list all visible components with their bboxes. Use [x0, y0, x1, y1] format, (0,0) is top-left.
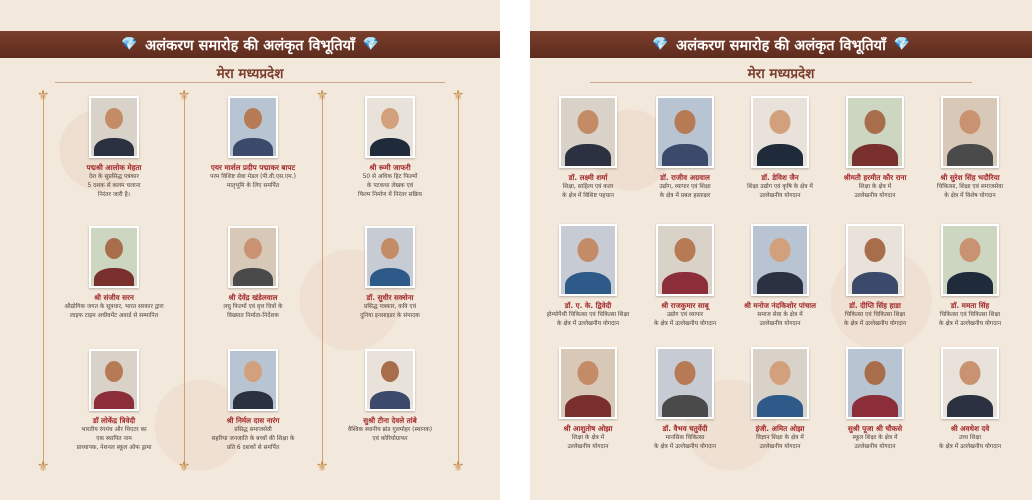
honoree-photo [656, 224, 714, 296]
honoree-name: श्री निर्मल दास नारंग [226, 416, 280, 425]
honoree-card [183, 349, 323, 453]
left-banner-title: अलंकरण समारोह की अलंकृत विभूतियाँ [145, 37, 355, 54]
honoree-name: श्री संजीव सरन [94, 293, 134, 302]
fleur-ornament-icon: ⚜ [315, 88, 329, 104]
honoree-card [44, 349, 184, 453]
subtitle-divider [590, 82, 972, 83]
honoree-description: लाइफ टाइम अचीवमेंट अवार्ड से सम्मानित [69, 312, 159, 319]
honoree-photo [559, 224, 617, 296]
honoree-description: चिकित्सा एवं चिकित्सा शिक्षा [939, 312, 1001, 318]
honoree-card [44, 226, 184, 321]
honoree-card [320, 96, 460, 200]
honoree-photo [89, 349, 139, 411]
honoree-description: 50 से अधिक हिट फिल्मों [362, 174, 418, 180]
honoree-description: वैश्विक स्थानीय ब्रांड गुलमोहर (स्थानक) [347, 427, 433, 433]
honoree-description: प्राध्यापक, नेशनल स्कूल ऑफ ड्रामा [76, 444, 152, 451]
honoree-description: शिक्षा, साहित्य एवं कला [562, 184, 614, 190]
honoree-photo [559, 96, 617, 168]
honoree-photo [846, 96, 904, 168]
subtitle-divider [55, 82, 445, 83]
honoree-description: होम्योपैथी चिकित्सा एवं चिकित्सा शिक्षा [546, 312, 630, 318]
fleur-ornament-icon: ⚜ [36, 459, 50, 475]
honoree-description: के क्षेत्र में उल्लेखनीय योगदान [653, 320, 717, 327]
honoree-name: श्री राजकुमार साबू [661, 301, 709, 310]
honoree-description: मातृभूमि के लिए समर्पित [226, 182, 280, 189]
honoree-photo [89, 226, 139, 288]
right-banner [530, 31, 1032, 58]
diamond-icon: 💎 [893, 37, 911, 52]
honoree-photo [228, 96, 278, 158]
honoree-name: डॉ. वैभव चतुर्वेदी [662, 424, 708, 433]
honoree-description: समाज सेवा के क्षेत्र में [757, 312, 803, 318]
honoree-description: उल्लेखनीय योगदान [759, 192, 801, 199]
honoree-name: एयर मार्शल प्रदीप पद्माकर बापट [210, 163, 296, 172]
honoree-card [900, 347, 1032, 452]
honoree-description: फिल्म निर्माण में निरंतर सक्रिय [358, 191, 422, 198]
honoree-photo [656, 347, 714, 419]
honoree-card [900, 96, 1032, 201]
honoree-name: श्री देवेंद्र खंडेलवाल [228, 293, 278, 302]
honoree-photo [559, 347, 617, 419]
honoree-card [900, 224, 1032, 329]
honoree-photo [228, 349, 278, 411]
honoree-description: विख्यात निर्माता-निर्देशक [227, 312, 279, 319]
honoree-card [320, 349, 460, 444]
honoree-description: दुनिया इनसाइडर के संपादक [360, 312, 420, 319]
honoree-description: उद्योग, व्यापार एवं शिक्षा [659, 184, 711, 190]
honoree-name: पद्मश्री आलोक मेहता [86, 163, 142, 172]
honoree-description: के क्षेत्र में उल्लेखनीय योगदान [938, 443, 1002, 450]
honoree-photo [89, 96, 139, 158]
honoree-description: देश के सुप्रसिद्ध पत्रकार [89, 174, 139, 180]
honoree-name: डॉ. लक्ष्मी शर्मा [568, 173, 608, 182]
honoree-photo [941, 347, 999, 419]
honoree-name: इंजी. अमित ओझा [755, 424, 805, 433]
honoree-photo [365, 96, 415, 158]
honoree-photo [228, 226, 278, 288]
diamond-icon: 💎 [120, 37, 138, 52]
left-page [0, 0, 500, 500]
honoree-description: मानसिक चिकित्सा [665, 435, 705, 441]
honoree-description: के क्षेत्र में विशिष्ट पहचान [562, 192, 614, 199]
right-page [530, 0, 1032, 500]
honoree-description: उल्लेखनीय योगदान [759, 443, 801, 450]
honoree-description: परम विशिष्ट सेवा मेडल (पी.वी.एस.एम.) [210, 174, 296, 180]
honoree-name: श्री अवधेश दवे [950, 424, 990, 433]
honoree-description: लघु फिल्मों एवं वृत्त चित्रों के [223, 304, 283, 310]
right-subtitle: मेरा मध्यप्रदेश [747, 66, 815, 82]
honoree-photo [751, 347, 809, 419]
honoree-description: के पटकथा लेखक एवं [366, 182, 414, 189]
honoree-name: डॉ. ममता सिंह [950, 301, 990, 310]
honoree-description: प्रसिद्ध समाजसेवी [234, 427, 272, 433]
right-banner-title: अलंकरण समारोह की अलंकृत विभूतियाँ [676, 37, 886, 54]
honoree-description: के क्षेत्र में उल्लेखनीय योगदान [843, 320, 907, 327]
honoree-name: डॉ. सुधीर सक्सेना [366, 293, 414, 302]
honoree-description: 5 दशक से कलम चलाना [87, 182, 141, 189]
honoree-name: डॉ. राजीव अग्रवाल [660, 173, 710, 182]
honoree-description: सहरिया जनजाति के बच्चों की शिक्षा के [211, 435, 295, 442]
honoree-description: उल्लेखनीय योगदान [759, 320, 801, 327]
honoree-photo [751, 96, 809, 168]
honoree-description: शिक्षा उद्योग एवं कृषि के क्षेत्र में [747, 184, 813, 190]
fleur-ornament-icon: ⚜ [315, 459, 329, 475]
fleur-ornament-icon: ⚜ [36, 88, 50, 104]
honoree-photo [365, 226, 415, 288]
honoree-description: चिकित्सा एवं चिकित्सा शिक्षा [844, 312, 906, 318]
honoree-photo [846, 347, 904, 419]
honoree-description: प्रति 6 दशकों से समर्पित [226, 444, 280, 451]
honoree-photo [846, 224, 904, 296]
honoree-description: के क्षेत्र में उल्लेखनीय योगदान [653, 443, 717, 450]
left-subtitle: मेरा मध्यप्रदेश [216, 66, 284, 82]
honoree-description: के क्षेत्र में प्रबल हस्ताक्षर [659, 192, 711, 199]
left-banner [0, 31, 500, 58]
honoree-photo [365, 349, 415, 411]
diamond-icon: 💎 [362, 37, 380, 52]
honoree-name: श्री रूमी जाफरी [369, 163, 411, 172]
honoree-name: श्रीमती हरमीत कौर राना [843, 173, 907, 182]
honoree-photo [751, 224, 809, 296]
fleur-ornament-icon: ⚜ [451, 459, 465, 475]
honoree-card [44, 96, 184, 200]
honoree-description: उल्लेखनीय योगदान [854, 443, 896, 450]
honoree-description: निरंतर जारी है। [98, 191, 130, 198]
honoree-description: प्रसिद्ध पत्रकार, कवि एवं [364, 304, 416, 310]
honoree-description: भारतीय रंगमंच और थिएटर का [81, 427, 147, 433]
honoree-description: शिक्षा के क्षेत्र में [858, 184, 892, 190]
honoree-description: उल्लेखनीय योगदान [854, 192, 896, 199]
honoree-card [183, 96, 323, 191]
honoree-description: के क्षेत्र में उल्लेखनीय योगदान [556, 320, 620, 327]
honoree-name: डॉ. डेविश जैन [761, 173, 799, 182]
diamond-icon: 💎 [651, 37, 669, 52]
fleur-ornament-icon: ⚜ [177, 459, 191, 475]
honoree-name: सुश्री पूजा श्री चौकसे [847, 424, 903, 433]
honoree-description: औद्योगिक जगत के सूत्रधार, भारत सरकार द्वारा [64, 304, 164, 310]
honoree-description: विज्ञान शिक्षा के क्षेत्र में [756, 435, 804, 441]
fleur-ornament-icon: ⚜ [451, 88, 465, 104]
honoree-description: एवं कोरियोग्राफर [372, 435, 408, 442]
fleur-ornament-icon: ⚜ [177, 88, 191, 104]
honoree-description: चिकित्सा, शिक्षा एवं समाजसेवा [937, 184, 1003, 190]
honoree-card [320, 226, 460, 321]
honoree-description: के क्षेत्र में उल्लेखनीय योगदान [938, 320, 1002, 327]
honoree-description: एक स्थापित नाम [96, 435, 132, 442]
honoree-description: उल्लेखनीय योगदान [567, 443, 609, 450]
honoree-name: डॉ. ए. के. द्विवेदी [564, 301, 612, 310]
honoree-description: उद्योग एवं व्यापार [666, 312, 704, 318]
page-gutter [500, 0, 530, 500]
honoree-name: डॉ. दीप्ति सिंह हाडा [849, 301, 901, 310]
honoree-name: सुश्री टीना देवले तांबे [363, 416, 417, 425]
honoree-name: डॉ लोकेंद्र त्रिवेदी [92, 416, 136, 425]
honoree-description: शिक्षा के क्षेत्र में [571, 435, 605, 441]
honoree-name: श्री मनोज नंदकिशोर पांचाल [743, 301, 817, 310]
honoree-photo [941, 224, 999, 296]
honoree-card [183, 226, 323, 321]
honoree-description: के क्षेत्र में विशेष योगदान [944, 192, 996, 199]
honoree-description: उच्च शिक्षा [958, 435, 982, 441]
honoree-name: श्री सुरेश सिंह भदौरिया [940, 173, 1000, 182]
honoree-photo [656, 96, 714, 168]
honoree-name: श्री आशुतोष ओझा [563, 424, 613, 433]
honoree-description: स्कूल शिक्षा के क्षेत्र में [852, 435, 898, 441]
honoree-photo [941, 96, 999, 168]
